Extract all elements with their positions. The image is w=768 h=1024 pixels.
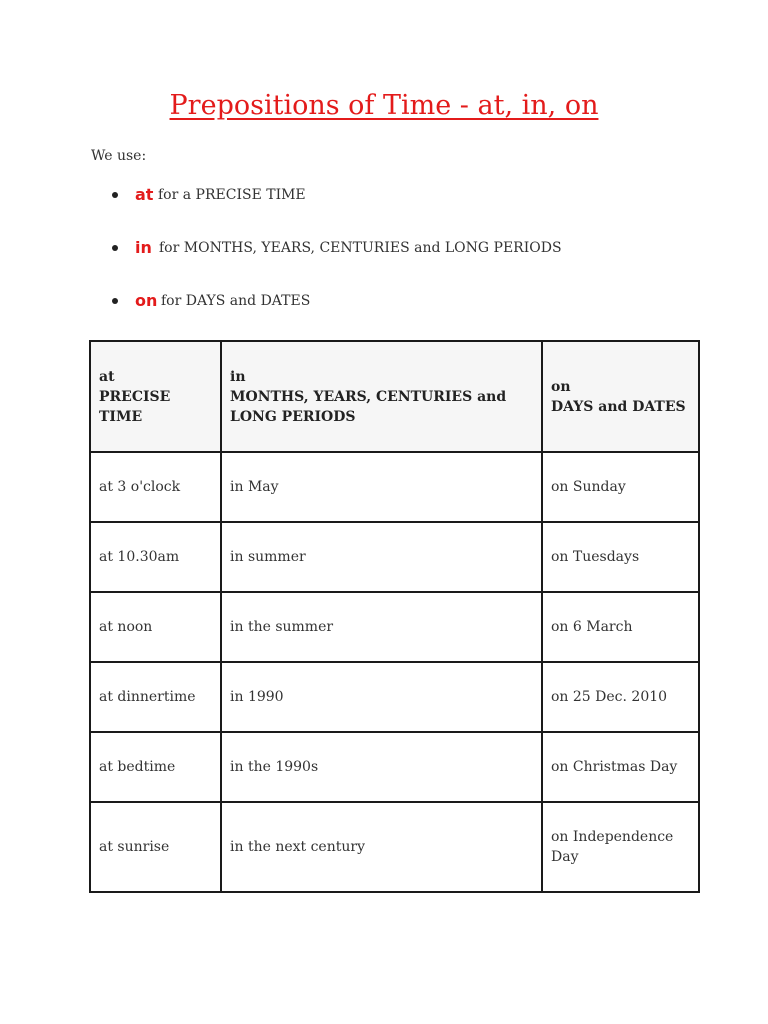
table-header-row (90, 341, 699, 452)
table-cell: at bedtime (90, 732, 221, 802)
header-in (221, 341, 542, 452)
header-prep: in (230, 368, 246, 385)
table-cell: at sunrise (90, 802, 221, 892)
table-cell: on Independence Day (542, 802, 699, 892)
header-label: PRECISE TIME (99, 388, 171, 425)
usage-description: for a PRECISE TIME (158, 187, 306, 203)
header-prep: at (99, 368, 115, 385)
table-row (90, 732, 699, 802)
table-cell: on Christmas Day (542, 732, 699, 802)
keyword-at: at (135, 185, 154, 204)
header-prep: on (551, 378, 571, 395)
table-cell: in summer (221, 522, 542, 592)
table-cell: in the 1990s (221, 732, 542, 802)
table-cell: on Sunday (542, 452, 699, 522)
table-cell: at dinnertime (90, 662, 221, 732)
table-cell: in May (221, 452, 542, 522)
table-row (90, 592, 699, 662)
table-cell: in the next century (221, 802, 542, 892)
header-on (542, 341, 699, 452)
keyword-in: in (135, 238, 152, 257)
table-row (90, 802, 699, 892)
intro-text: We use: (91, 148, 147, 164)
table-cell: in the summer (221, 592, 542, 662)
bullet-icon (112, 245, 118, 251)
table-cell: on 25 Dec. 2010 (542, 662, 699, 732)
table-cell: on 6 March (542, 592, 699, 662)
table-cell: in 1990 (221, 662, 542, 732)
bullet-icon (112, 298, 118, 304)
header-label: MONTHS, YEARS, CENTURIES and LONG PERIODS (230, 388, 507, 425)
table-row (90, 522, 699, 592)
table-row (90, 452, 699, 522)
page-title: Prepositions of Time - at, in, on (169, 90, 599, 121)
table-row (90, 662, 699, 732)
table-cell: at noon (90, 592, 221, 662)
usage-description: for DAYS and DATES (161, 293, 311, 309)
header-at (90, 341, 221, 452)
header-label: DAYS and DATES (551, 398, 686, 415)
table-cell: on Tuesdays (542, 522, 699, 592)
keyword-on: on (135, 291, 158, 310)
table-cell: at 3 o'clock (90, 452, 221, 522)
usage-description: for MONTHS, YEARS, CENTURIES and LONG PERIODS (159, 240, 562, 256)
bullet-icon (112, 192, 118, 198)
table-cell: at 10.30am (90, 522, 221, 592)
prepositions-table (89, 340, 700, 893)
